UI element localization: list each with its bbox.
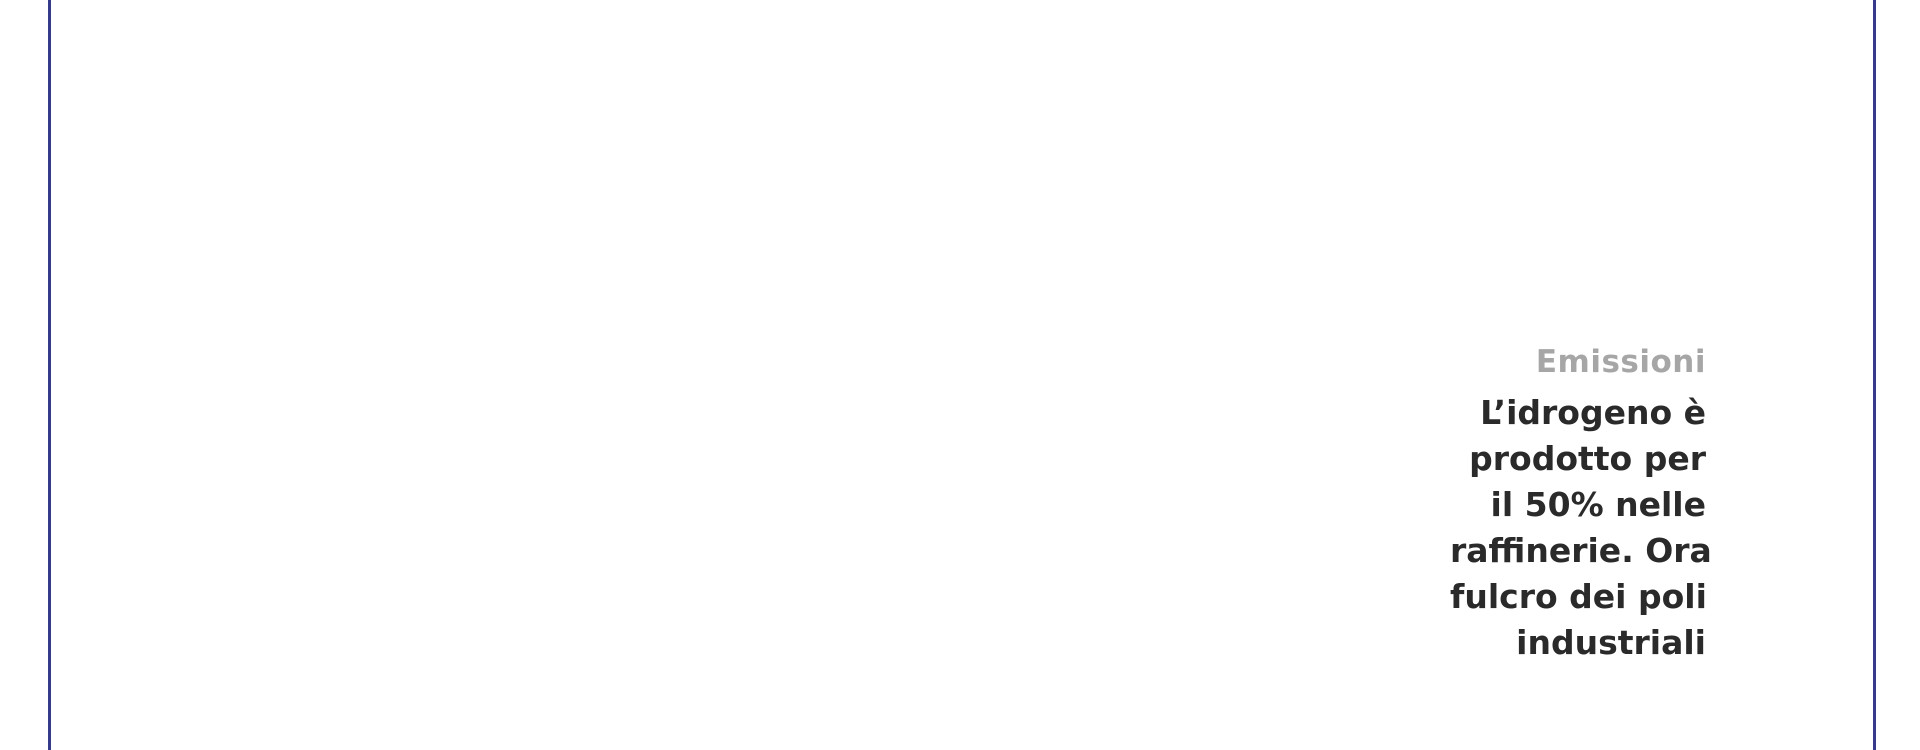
pull-quote-line: il 50% nelle — [1490, 485, 1706, 524]
right-frame-rule — [1873, 0, 1876, 750]
pull-quote-line: raffinerie. Ora — [1450, 531, 1712, 570]
pull-quote-line: L’idrogeno è — [1480, 393, 1706, 432]
left-frame-rule — [48, 0, 51, 750]
pull-quote — [1450, 390, 1712, 666]
pull-quote-line: industriali — [1516, 623, 1706, 662]
pull-quote-line: prodotto per — [1469, 439, 1706, 478]
sidebar-kicker: Emissioni — [1535, 344, 1706, 380]
pull-quote-line: fulcro dei poli — [1450, 577, 1707, 616]
